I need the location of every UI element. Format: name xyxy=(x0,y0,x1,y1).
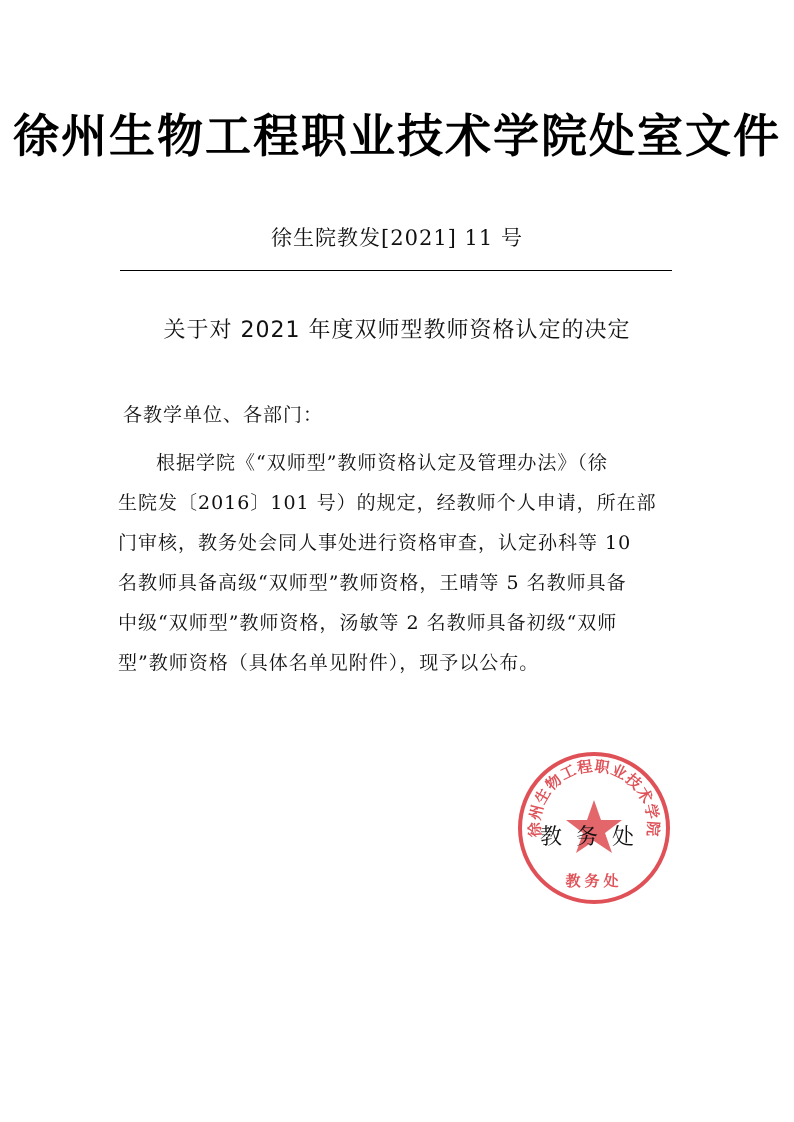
header-divider xyxy=(120,270,672,271)
body-line: 根据学院《“双师型”教师资格认定及管理办法》（徐 xyxy=(156,452,608,474)
document-title: 关于对 2021 年度双师型教师资格认定的决定 xyxy=(163,318,631,343)
signature-department: 教务处 xyxy=(540,825,649,850)
body-line: 生院发〔2016〕101 号）的规定，经教师个人申请，所在部 xyxy=(118,492,657,514)
seal-top-text: 徐州生物工程职业技术学院 xyxy=(525,756,663,838)
body-line: 名教师具备高级“双师型”教师资格，王晴等 5 名教师具备 xyxy=(118,572,627,594)
body-paragraph xyxy=(118,443,678,683)
salutation: 各教学单位、各部门： xyxy=(123,404,324,426)
body-line: 型”教师资格（具体名单见附件），现予以公布。 xyxy=(118,652,540,674)
body-line: 门审核，教务处会同人事处进行资格审查，认定孙科等 10 xyxy=(118,532,632,554)
document-header-title: 徐州生物工程职业技术学院处室文件 xyxy=(13,109,781,163)
seal-bottom-text: 教务处 xyxy=(565,872,623,890)
body-line: 中级“双师型”教师资格，汤敏等 2 名教师具备初级“双师 xyxy=(118,612,618,634)
document-number: 徐生院教发[2021] 11 号 xyxy=(271,226,523,250)
